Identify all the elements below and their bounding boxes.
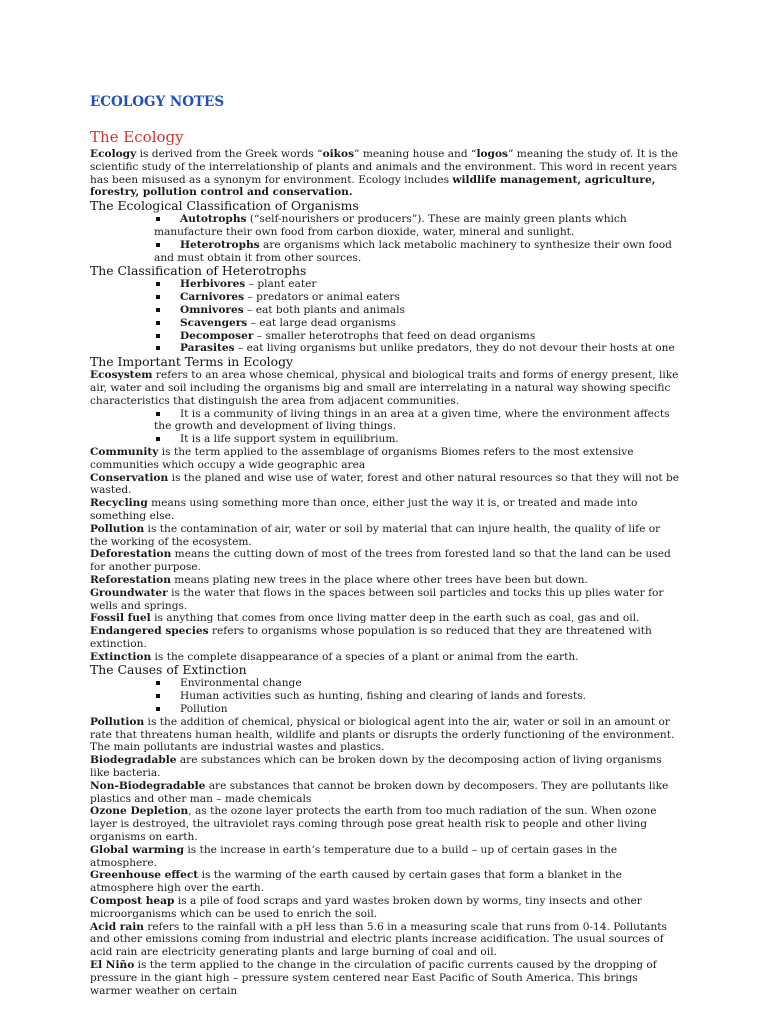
list-item: Environmental change [154,677,680,690]
term: Parasites [180,342,235,355]
def-text: – predators or animal eaters [244,291,400,304]
heterotrophs-list [90,278,680,355]
def-paragraph [90,369,680,407]
term: Pollution [90,522,145,535]
def-text: (“self-nourishers or producers”). These are mainly green plants which manufacture their own food from carbon dioxide, water, mineral and sunlight. [154,213,627,238]
term-oikos: oikos [322,148,355,160]
def-text: is the warming of the earth caused by certain gases that form a blanket in the atmosphere high over the earth. [90,869,622,895]
def-paragraph [90,844,680,870]
list-item [154,304,680,317]
def-text: , as the ozone layer protects the earth from too much radiation of the sun. When ozone layer is destroyed, the ultraviolet rays coming through pose great health risk to people and other living organisms on earth. [90,805,657,844]
term: Extinction [90,650,152,663]
def-text: is the complete disappearance of a species of a plant or animal from the earth. [151,650,579,663]
term: Greenhouse effect [90,869,199,882]
list-item [154,330,680,343]
term: Ozone Depletion [90,805,189,818]
def-paragraph [90,780,680,806]
intro-text-3: ” meaning the study of. It is the scientific study of the interrelationship of plants and animals and the environment. This word in recent years has been misused as a synonym for environment. Ecology includes [90,148,678,186]
def-text: is the term applied to the change in the circulation of pacific currents caused by the dropping of pressure in the giant high – pressure system centered near East Pacific of South America. This brings warmer weather on certain [90,959,657,997]
def-text: is the contamination of air, water or soil by material that can injure health, the quality of life or the working of the ecosystem. [90,522,661,548]
def-text: are substances which can be broken down by the decomposing action of living organisms like bacteria. [90,754,662,780]
def-text: means the cutting down of most of the trees from forested land so that the land can be used for another purpose. [90,548,671,574]
def-text: is the increase in earth’s temperature due to a build – up of certain gases in the atmosphere. [90,843,618,869]
term-logos: logos [476,148,508,160]
def-paragraph [90,869,680,895]
def-text: – eat living organisms but unlike predators, they do not devour their hosts at one [234,342,675,355]
term-autotrophs: Autotrophs [180,213,247,226]
def-paragraph [90,921,680,959]
def-paragraph [90,446,680,472]
term: Endangered species [90,625,209,638]
heading-heterotrophs: The Classification of Heterotrophs [90,263,307,279]
term-heterotrophs: Heterotrophs [180,238,260,251]
def-text: – smaller heterotrophs that feed on dead organisms [253,329,536,342]
def-text: – plant eater [245,278,317,291]
def-paragraph [90,612,680,625]
term: Non-Biodegradable [90,779,206,792]
def-text: – eat large dead organisms [247,316,396,329]
heading-terms: The Important Terms in Ecology [90,354,294,370]
term: Biodegradable [90,754,177,767]
list-item [154,213,680,239]
term: Deforestation [90,548,172,561]
def-text: means using something more than once, either just the way it is, or treated and made into something else. [90,497,638,522]
def-text: is anything that comes from once living matter deep in the earth such as coal, gas and oil. [150,612,640,625]
term: Community [90,445,159,458]
def-paragraph [90,574,680,587]
def-paragraph [90,523,680,549]
term: Compost heap [90,895,175,908]
term: Scavengers [180,316,248,329]
causes-list [90,677,680,715]
list-item [154,278,680,291]
term: Acid rain [90,920,144,933]
list-item [154,342,680,355]
def-text: is the water that flows in the spaces between soil particles and tocks this up plies water for wells and springs. [90,586,664,612]
def-paragraph [90,625,680,651]
def-paragraph [90,548,680,574]
def-text: is the term applied to the assemblage of organisms Biomes refers to the most extensive communities which occupy a wide geographic area [90,445,634,471]
intro-paragraph [90,148,680,199]
def-paragraph [90,587,680,613]
def-paragraph [90,497,680,523]
term: Reforestation [90,573,171,586]
term: Fossil fuel [90,612,151,625]
term: Herbivores [180,278,246,291]
intro-text-1: is derived from the Greek words “ [136,148,323,160]
intro-text-2: ” meaning house and “ [354,148,477,160]
def-text: refers to an area whose chemical, physical and biological traits and forms of energy present, like air, water and soil including the organisms big and small are interrelating in a natural way showing specific characteristics that distinguish the area from adjacent communities. [90,369,679,407]
list-item: It is a life support system in equilibrium. [154,433,680,446]
list-item [154,239,680,265]
def-text: means plating new trees in the place where other trees have been but down. [170,573,588,586]
def-paragraph [90,716,680,754]
def-text: is the addition of chemical, physical or biological agent into the air, water or soil in an amount or rate that threatens human health, wildlife and plants or disrupts the orderly functioning of the environment. The main pollutants are industrial wastes and plastics. [90,715,675,754]
classification-list [90,213,680,264]
def-text: is a pile of food scraps and yard wastes broken down by worms, tiny insects and other microorganisms which can be used to enrich the soil. [90,895,642,920]
def-text: refers to the rainfall with a pH less than 5.6 in a measuring scale that runs from 0-14. Pollutants and other emissions coming from industrial and electric plants increase acidification. The usual sources of acid rain are electricity generating plants and large burning of coal and oil. [90,920,667,959]
term-ecology: Ecology [90,148,137,160]
def-text: refers to organisms whose population is so reduced that they are threatened with extinction. [90,625,652,650]
term: El Niño [90,959,135,972]
list-item: It is a community of living things in an area at a given time, where the environment affects the growth and development of living things. [154,408,680,434]
document-page [90,92,680,997]
term: Recycling [90,497,148,510]
term: Omnivores [180,303,244,316]
doc-title: ECOLOGY NOTES [90,94,225,110]
term: Conservation [90,471,169,484]
intro-bold-list: wildlife management, agriculture, forestry, pollution control and conservation. [90,173,656,199]
list-item: Pollution [154,703,680,716]
def-paragraph [90,959,680,997]
term: Decomposer [180,329,254,342]
term: Groundwater [90,586,168,599]
def-paragraph [90,754,680,780]
def-text: are organisms which lack metabolic machinery to synthesize their own food and must obtain it from other sources. [154,238,672,264]
term: Carnivores [180,291,245,304]
term: Pollution [90,715,145,728]
def-text: is the planed and wise use of water, forest and other natural resources so that they will not be wasted. [90,471,680,497]
def-text: are substances that cannot be broken down by decomposers. They are pollutants like plastics and other man – made chemicals [90,779,669,805]
term: Global warming [90,843,185,856]
ecosystem-list [90,408,680,446]
term-ecosystem: Ecosystem [90,369,153,382]
def-paragraph [90,472,680,498]
def-text: – eat both plants and animals [243,303,405,316]
heading-causes: The Causes of Extinction [90,662,247,678]
section-title: The Ecology [90,128,184,146]
heading-classification: The Ecological Classification of Organisms [90,198,359,214]
list-item: Human activities such as hunting, fishing and clearing of lands and forests. [154,690,680,703]
def-paragraph [90,895,680,921]
list-item [154,317,680,330]
list-item [154,291,680,304]
def-paragraph [90,805,680,843]
